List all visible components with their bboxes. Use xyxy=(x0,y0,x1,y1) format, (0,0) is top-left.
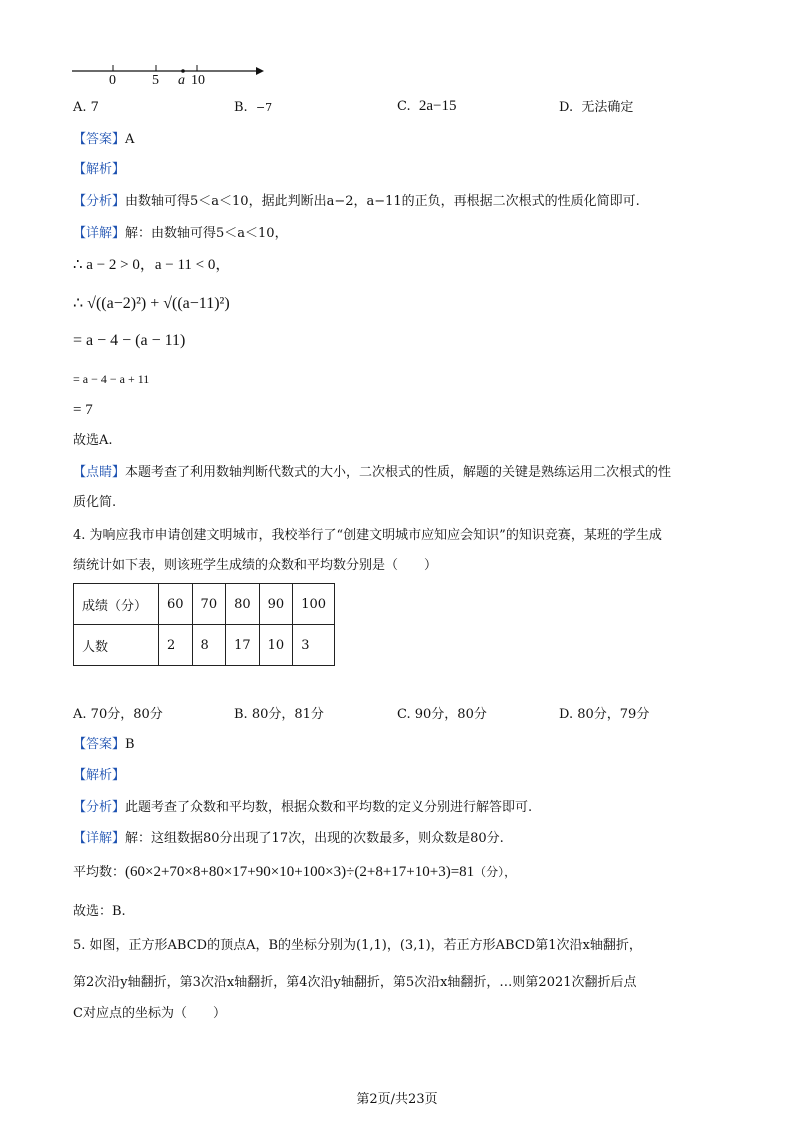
q4-option-c: C. 90分，80分 xyxy=(397,707,487,722)
q4-detail: 【详解】解：这组数据80分出现了17次，出现的次数最多，则众数是80分. xyxy=(73,831,504,846)
q4-option-a: A. 70分，80分 xyxy=(73,707,163,722)
number-line-tick-5: 5 xyxy=(152,73,159,88)
number-line xyxy=(70,60,270,90)
number-line-tick-a: a xyxy=(178,73,185,88)
score-table xyxy=(73,583,335,666)
table-cell: 80 xyxy=(226,584,260,625)
q3-option-a: A. 7 xyxy=(73,100,99,115)
table-cell: 10 xyxy=(259,625,293,666)
q4-stem-line-2: 绩统计如下表，则该班学生成绩的众数和平均数分别是（ ） xyxy=(73,558,438,573)
q4-analysis-tag: 【解析】 xyxy=(73,768,126,783)
q4-fenxi: 【分析】此题考查了众数和平均数，根据众数和平均数的定义分别进行解答即可. xyxy=(73,800,533,815)
q3-choose: 故选A. xyxy=(73,433,113,448)
number-line-tick-0: 0 xyxy=(109,73,116,88)
table-cell: 2 xyxy=(159,625,193,666)
number-line-tick-10: 10 xyxy=(191,73,205,88)
q5-line-1: 5. 如图，正方形ABCD的顶点A，B的坐标分别为(1,1)，(3,1)，若正方形ABCD第1次沿x轴翻折， xyxy=(73,938,642,953)
q3-step-5: = 7 xyxy=(73,402,93,418)
q3-option-c: C. 2a−15 xyxy=(397,98,457,114)
page-footer: 第2页/共23页 xyxy=(356,1092,438,1107)
q3-analysis-tag: 【解析】 xyxy=(73,162,126,177)
q4-stem-line-1: 4. 为响应我市申请创建文明城市，我校举行了“创建文明城市应知应会知识”的知识竞赛，某班的学生成 xyxy=(73,528,662,543)
q3-step-4: = a − 4 − a + 11 xyxy=(73,372,150,386)
table-cell: 60 xyxy=(159,584,193,625)
table-cell: 100 xyxy=(293,584,335,625)
q3-dianjing-line-2: 质化简. xyxy=(73,495,117,510)
q3-dianjing-line-1: 【点睛】本题考查了利用数轴判断代数式的大小，二次根式的性质，解题的关键是熟练运用二次根式的性 xyxy=(73,465,672,480)
q3-option-d: D. 无法确定 xyxy=(559,100,634,115)
table-header-count: 人数 xyxy=(74,625,159,666)
q4-option-d: D. 80分，79分 xyxy=(559,707,650,722)
q4-choose: 故选：B. xyxy=(73,904,126,919)
table-cell: 70 xyxy=(192,584,226,625)
q3-fenxi: 【分析】由数轴可得5＜a＜10，据此判断出a−2，a−11的正负，再根据二次根式的性质化简即可. xyxy=(73,194,640,209)
q5-line-3: C对应点的坐标为（ ） xyxy=(73,1006,226,1021)
q3-option-b: B. −7 xyxy=(234,100,273,115)
q3-step-2: ∴ √((a−2)²) + √((a−11)²) xyxy=(73,295,230,312)
table-header-score: 成绩（分） xyxy=(74,584,159,625)
table-cell: 8 xyxy=(192,625,226,666)
table-cell: 3 xyxy=(293,625,335,666)
q4-option-b: B. 80分，81分 xyxy=(234,707,324,722)
q3-detail: 【详解】解：由数轴可得5＜a＜10， xyxy=(73,226,288,241)
q5-line-2: 第2次沿y轴翻折，第3次沿x轴翻折，第4次沿y轴翻折，第5次沿x轴翻折，…则第2021次翻折后点 xyxy=(73,975,637,990)
q4-mean: 平均数：(60×2+70×8+80×17+90×10+100×3)÷(2+8+17+10+3)=81（分）， xyxy=(73,864,517,880)
table-row xyxy=(74,625,335,666)
table-cell: 90 xyxy=(259,584,293,625)
q3-step-1: ∴ a − 2 > 0，a − 11 < 0， xyxy=(73,257,231,273)
q4-answer: 【答案】B xyxy=(73,737,135,752)
q3-answer: 【答案】A xyxy=(73,132,135,147)
table-cell: 17 xyxy=(226,625,260,666)
q3-step-3: = a − 4 − (a − 11) xyxy=(73,332,186,349)
table-row xyxy=(74,584,335,625)
